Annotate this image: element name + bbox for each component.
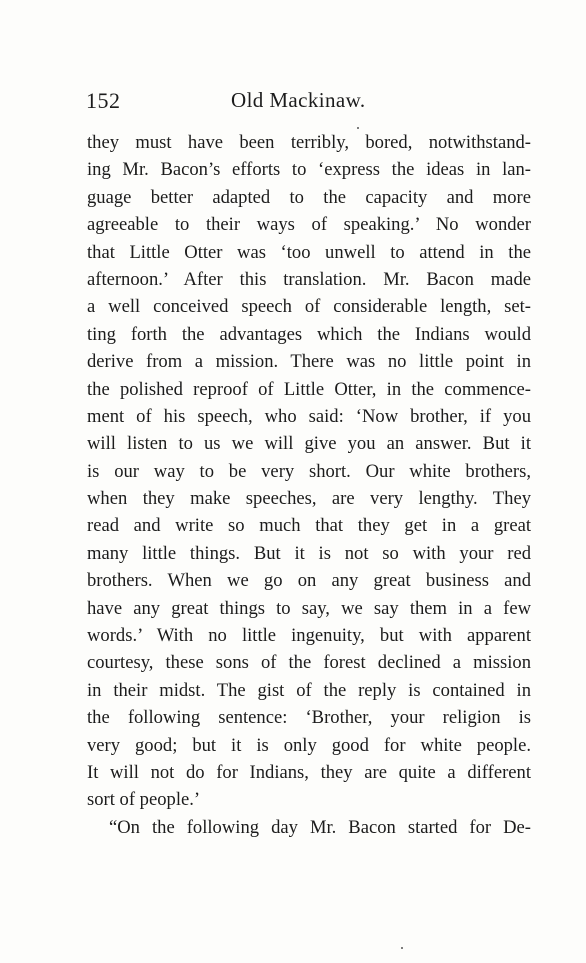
text-line: guage better adapted to the capacity and more (87, 186, 531, 208)
text-line: agreeable to their ways of speaking.’ No wonder (87, 214, 531, 236)
text-line: It will not do for Indians, they are quite a different (87, 761, 531, 783)
text-line: courtesy, these sons of the forest declined a mission (87, 652, 531, 674)
text-line: very good; but it is only good for white people. (87, 734, 531, 756)
print-speck (357, 127, 359, 129)
text-line: many little things. But it is not so with your red (87, 542, 531, 564)
running-title: Old Mackinaw. (231, 88, 366, 112)
text-line: ment of his speech, who said: ‘Now brother, if you (87, 405, 531, 427)
text-line: derive from a mission. There was no little point in (87, 351, 531, 373)
text-line: in their midst. The gist of the reply is contained in (87, 679, 531, 701)
text-line: words.’ With no little ingenuity, but with apparent (87, 625, 531, 647)
text-line: “On the following day Mr. Bacon started for De- (109, 816, 531, 838)
text-line: that Little Otter was ‘too unwell to attend in the (87, 241, 531, 263)
text-line: will listen to us we will give you an answer. But it (87, 433, 531, 455)
text-line: they must have been terribly, bored, notwithstand- (87, 132, 531, 153)
text-line: when they make speeches, are very lengthy. They (87, 488, 531, 510)
text-line: a well conceived speech of considerable length, set- (87, 296, 531, 318)
text-line: have any great things to say, we say them in a few (87, 597, 531, 619)
text-line: read and write so much that they get in a great (87, 515, 531, 537)
page-number: 152 (86, 88, 121, 113)
text-line: afternoon.’ After this translation. Mr. Bacon made (87, 268, 531, 290)
text-line: brothers. When we go on any great business and (87, 570, 531, 592)
text-line: sort of people.’ (87, 789, 201, 811)
text-line: ting forth the advantages which the Indians would (87, 323, 531, 345)
body-text (87, 129, 531, 841)
print-speck (401, 947, 403, 949)
text-line: ing Mr. Bacon’s efforts to ‘express the ideas in lan- (87, 159, 531, 181)
text-line: the following sentence: ‘Brother, your religion is (87, 707, 531, 729)
text-line: the polished reproof of Little Otter, in the commence- (87, 378, 531, 400)
text-line: is our way to be very short. Our white brothers, (87, 460, 531, 482)
page-header (86, 88, 526, 118)
